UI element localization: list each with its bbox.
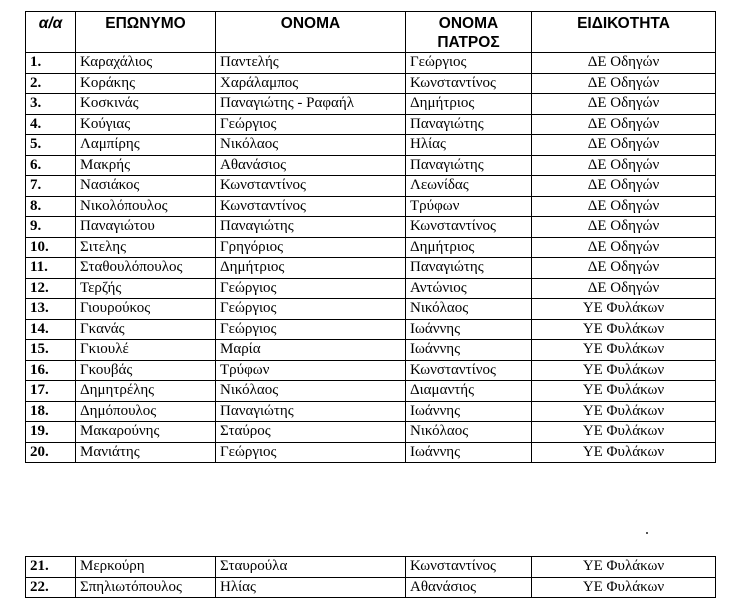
row-number: 15. <box>26 340 76 361</box>
table-body-continued <box>26 557 716 598</box>
table-row <box>26 422 716 443</box>
specialty-cell: ΥΕ Φυλάκων <box>532 422 716 443</box>
header-name: ΟΝΟΜΑ <box>216 12 406 53</box>
surname-cell: Νικολόπουλος <box>76 196 216 217</box>
row-number: 2. <box>26 73 76 94</box>
surname-cell: Μακαρούνης <box>76 422 216 443</box>
name-cell: Γεώργιος <box>216 299 406 320</box>
page-speck <box>646 532 648 534</box>
father-name-cell: Κωνσταντίνος <box>406 360 532 381</box>
specialty-cell: ΔΕ Οδηγών <box>532 155 716 176</box>
row-number: 19. <box>26 422 76 443</box>
surname-cell: Γκουβάς <box>76 360 216 381</box>
name-cell: Γρηγόριος <box>216 237 406 258</box>
table-row <box>26 299 716 320</box>
table-row <box>26 401 716 422</box>
table-body <box>26 53 716 463</box>
row-number: 12. <box>26 278 76 299</box>
name-cell: Σταύρος <box>216 422 406 443</box>
father-name-cell: Παναγιώτης <box>406 114 532 135</box>
surname-cell: Μανιάτης <box>76 442 216 463</box>
row-number: 7. <box>26 176 76 197</box>
table-row <box>26 258 716 279</box>
specialty-cell: ΔΕ Οδηγών <box>532 176 716 197</box>
row-number: 10. <box>26 237 76 258</box>
surname-cell: Παναγιώτου <box>76 217 216 238</box>
name-cell: Παντελής <box>216 53 406 74</box>
row-number: 9. <box>26 217 76 238</box>
header-father-name: ΟΝΟΜΑ ΠΑΤΡΟΣ <box>406 12 532 53</box>
row-number: 4. <box>26 114 76 135</box>
name-cell: Κωνσταντίνος <box>216 196 406 217</box>
table-row <box>26 577 716 598</box>
specialty-cell: ΔΕ Οδηγών <box>532 94 716 115</box>
name-cell: Νικόλαος <box>216 135 406 156</box>
name-cell: Γεώργιος <box>216 114 406 135</box>
name-cell: Ηλίας <box>216 577 406 598</box>
name-cell: Γεώργιος <box>216 442 406 463</box>
specialty-cell: ΔΕ Οδηγών <box>532 258 716 279</box>
surname-cell: Δημητρέλης <box>76 381 216 402</box>
table-row <box>26 155 716 176</box>
table-row <box>26 237 716 258</box>
personnel-table <box>25 11 716 463</box>
table-row <box>26 94 716 115</box>
row-number: 22. <box>26 577 76 598</box>
father-name-cell: Δημήτριος <box>406 94 532 115</box>
specialty-cell: ΔΕ Οδηγών <box>532 114 716 135</box>
name-cell: Γεώργιος <box>216 319 406 340</box>
surname-cell: Καραχάλιος <box>76 53 216 74</box>
specialty-cell: ΔΕ Οδηγών <box>532 217 716 238</box>
table-row <box>26 114 716 135</box>
name-cell: Παναγιώτης <box>216 217 406 238</box>
specialty-cell: ΥΕ Φυλάκων <box>532 360 716 381</box>
father-name-cell: Παναγιώτης <box>406 258 532 279</box>
specialty-cell: ΥΕ Φυλάκων <box>532 577 716 598</box>
header-specialty: ΕΙΔΙΚΟΤΗΤΑ <box>532 12 716 53</box>
name-cell: Δημήτριος <box>216 258 406 279</box>
father-name-cell: Ιωάννης <box>406 442 532 463</box>
surname-cell: Κοσκινάς <box>76 94 216 115</box>
father-name-cell: Παναγιώτης <box>406 155 532 176</box>
surname-cell: Σιτελης <box>76 237 216 258</box>
row-number: 16. <box>26 360 76 381</box>
father-name-cell: Διαμαντής <box>406 381 532 402</box>
table-row <box>26 176 716 197</box>
specialty-cell: ΥΕ Φυλάκων <box>532 340 716 361</box>
specialty-cell: ΥΕ Φυλάκων <box>532 401 716 422</box>
specialty-cell: ΥΕ Φυλάκων <box>532 319 716 340</box>
name-cell: Παναγιώτης - Ραφαήλ <box>216 94 406 115</box>
father-name-cell: Αντώνιος <box>406 278 532 299</box>
father-name-cell: Γεώργιος <box>406 53 532 74</box>
row-number: 14. <box>26 319 76 340</box>
surname-cell: Γκιουλέ <box>76 340 216 361</box>
specialty-cell: ΥΕ Φυλάκων <box>532 442 716 463</box>
specialty-cell: ΥΕ Φυλάκων <box>532 557 716 578</box>
specialty-cell: ΔΕ Οδηγών <box>532 73 716 94</box>
specialty-cell: ΥΕ Φυλάκων <box>532 299 716 320</box>
table-row <box>26 73 716 94</box>
father-name-cell: Νικόλαος <box>406 422 532 443</box>
header-number: α/α <box>26 12 76 53</box>
father-name-cell: Ιωάννης <box>406 401 532 422</box>
row-number: 6. <box>26 155 76 176</box>
surname-cell: Μερκούρη <box>76 557 216 578</box>
surname-cell: Τερζής <box>76 278 216 299</box>
surname-cell: Κοράκης <box>76 73 216 94</box>
row-number: 21. <box>26 557 76 578</box>
row-number: 13. <box>26 299 76 320</box>
table-row <box>26 442 716 463</box>
father-name-cell: Τρύφων <box>406 196 532 217</box>
father-name-cell: Αθανάσιος <box>406 577 532 598</box>
table-row <box>26 53 716 74</box>
row-number: 8. <box>26 196 76 217</box>
surname-cell: Σταθουλόπουλος <box>76 258 216 279</box>
specialty-cell: ΔΕ Οδηγών <box>532 135 716 156</box>
name-cell: Νικόλαος <box>216 381 406 402</box>
name-cell: Μαρία <box>216 340 406 361</box>
row-number: 18. <box>26 401 76 422</box>
name-cell: Χαράλαμπος <box>216 73 406 94</box>
row-number: 5. <box>26 135 76 156</box>
table-row <box>26 135 716 156</box>
table-row <box>26 557 716 578</box>
specialty-cell: ΔΕ Οδηγών <box>532 53 716 74</box>
father-name-cell: Κωνσταντίνος <box>406 557 532 578</box>
header-surname: ΕΠΩΝΥΜΟ <box>76 12 216 53</box>
name-cell: Τρύφων <box>216 360 406 381</box>
surname-cell: Μακρής <box>76 155 216 176</box>
surname-cell: Δημόπουλος <box>76 401 216 422</box>
personnel-table-continued <box>25 556 716 598</box>
father-name-cell: Λεωνίδας <box>406 176 532 197</box>
table-row <box>26 217 716 238</box>
surname-cell: Νασιάκος <box>76 176 216 197</box>
specialty-cell: ΔΕ Οδηγών <box>532 278 716 299</box>
father-name-cell: Ιωάννης <box>406 340 532 361</box>
name-cell: Αθανάσιος <box>216 155 406 176</box>
table-row <box>26 340 716 361</box>
surname-cell: Κούγιας <box>76 114 216 135</box>
table-row <box>26 381 716 402</box>
table-row <box>26 360 716 381</box>
name-cell: Σταυρούλα <box>216 557 406 578</box>
row-number: 1. <box>26 53 76 74</box>
row-number: 17. <box>26 381 76 402</box>
father-name-cell: Κωνσταντίνος <box>406 73 532 94</box>
table-row <box>26 278 716 299</box>
father-name-cell: Νικόλαος <box>406 299 532 320</box>
father-name-cell: Δημήτριος <box>406 237 532 258</box>
surname-cell: Λαμπίρης <box>76 135 216 156</box>
surname-cell: Σπηλιωτόπουλος <box>76 577 216 598</box>
name-cell: Παναγιώτης <box>216 401 406 422</box>
surname-cell: Γιουρούκος <box>76 299 216 320</box>
row-number: 3. <box>26 94 76 115</box>
row-number: 11. <box>26 258 76 279</box>
specialty-cell: ΔΕ Οδηγών <box>532 237 716 258</box>
name-cell: Κωνσταντίνος <box>216 176 406 197</box>
surname-cell: Γκανάς <box>76 319 216 340</box>
row-number: 20. <box>26 442 76 463</box>
table-header-row <box>26 12 716 53</box>
table-row <box>26 196 716 217</box>
specialty-cell: ΔΕ Οδηγών <box>532 196 716 217</box>
name-cell: Γεώργιος <box>216 278 406 299</box>
specialty-cell: ΥΕ Φυλάκων <box>532 381 716 402</box>
father-name-cell: Κωνσταντίνος <box>406 217 532 238</box>
father-name-cell: Ιωάννης <box>406 319 532 340</box>
table-row <box>26 319 716 340</box>
father-name-cell: Ηλίας <box>406 135 532 156</box>
